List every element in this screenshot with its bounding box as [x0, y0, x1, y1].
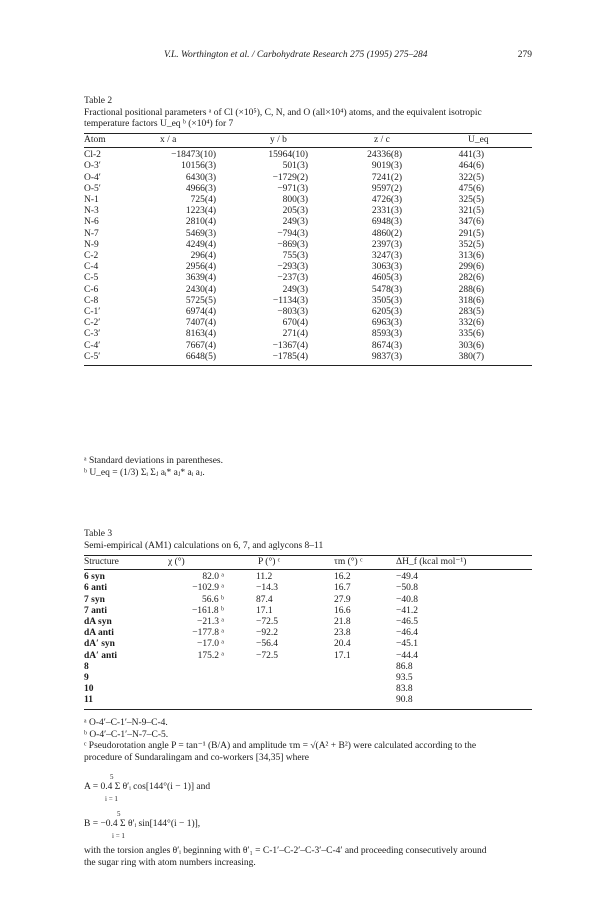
table3-footnote-b: ᵇ O-4′–C-1′–N-7–C-5.	[84, 729, 169, 740]
table2-cell: 24336(8)	[367, 150, 402, 161]
table2-cell: −293(3)	[277, 262, 308, 273]
table3-row	[84, 695, 532, 709]
table3-row	[84, 639, 532, 650]
table2-row	[84, 240, 532, 251]
table2-cell: −794(3)	[277, 228, 308, 239]
table3-footnote-c-line2: procedure of Sundaralingam and co-workers [34,35] where	[84, 752, 310, 763]
table3-label: Table 3	[84, 529, 113, 539]
table3-cell: 27.9	[334, 594, 351, 605]
table2-cell: 347(6)	[458, 217, 484, 228]
table2-cell: 8593(3)	[371, 329, 402, 340]
running-title: V.L. Worthington et al. / Carbohydrate Research 275 (1995) 275–284	[164, 50, 428, 60]
table2-cell: 313(6)	[458, 251, 484, 262]
table2-row	[84, 195, 532, 206]
table3-cell: −49.4	[396, 572, 418, 583]
table3-cell: 17.1	[334, 650, 351, 661]
table2-cell: 6205(3)	[371, 307, 402, 318]
table2-cell: 3063(3)	[371, 262, 402, 273]
table3-row	[84, 583, 532, 594]
table2-footnote-b: ᵇ U_eq = (1/3) Σᵢ Σⱼ aᵢ* aⱼ* aᵢ aⱼ.	[84, 467, 205, 478]
table2-cell: 6974(4)	[185, 307, 216, 318]
table2-row	[84, 273, 532, 284]
table2-caption-line1: Fractional positional parameters ᵃ of Cl (×10⁵), C, N, and O (all×10⁴) atoms, and the equivalent isotropic	[84, 107, 482, 118]
table2-cell: 2956(4)	[185, 262, 216, 273]
table2-cell: 299(6)	[458, 262, 484, 273]
table3-cell: 20.4	[334, 639, 351, 650]
table2-cell: 4966(3)	[185, 183, 216, 194]
table3-cell: 90.8	[390, 695, 532, 709]
table3-header-row	[84, 556, 532, 570]
table2-cell: 335(6)	[458, 329, 484, 340]
table2-cell: N-7	[84, 228, 99, 239]
table2-cell: 725(4)	[190, 195, 216, 206]
table3-cell: 11.2	[256, 572, 273, 583]
table3	[84, 555, 532, 710]
table2-cell: 5469(3)	[185, 228, 216, 239]
table2-cell: 3639(4)	[185, 273, 216, 284]
table2-cell: C-5	[84, 273, 99, 284]
table2-cell: 6948(3)	[371, 217, 402, 228]
table2-cell: C-4′	[84, 340, 101, 351]
table3-cell: dA syn	[84, 617, 112, 628]
table3-cell: −14.3	[256, 583, 278, 594]
table2-cell: 7241(2)	[371, 172, 402, 183]
table3-row	[84, 662, 532, 673]
table3-cell: −17.0 ᵃ	[197, 639, 224, 650]
table2-cell: 7667(4)	[185, 340, 216, 351]
table2-cell: 6648(5)	[148, 352, 238, 366]
table3-row	[84, 628, 532, 639]
table2-cell: 380(7)	[432, 352, 532, 366]
table3-cell: 86.8	[396, 661, 413, 672]
table2-footnote-a: ᵃ Standard deviations in parentheses.	[84, 456, 223, 466]
table3-cell: dA′ syn	[84, 639, 115, 650]
table2-cell: 249(3)	[282, 217, 308, 228]
table2-cell: 303(6)	[458, 340, 484, 351]
table3-caption-text: Semi-empirical (AM1) calculations on 6, 7, and aglycons 8–11	[84, 540, 324, 551]
table2-cell: 6963(3)	[371, 318, 402, 329]
table2-col-x: x / a	[148, 134, 238, 148]
table2-row	[84, 352, 532, 366]
table2-caption	[84, 96, 532, 131]
table3-cell: −72.5	[256, 617, 278, 628]
table3-footnotes	[84, 718, 532, 764]
eq-a-upper-limit: 5	[110, 773, 114, 781]
table3-cell: 10	[84, 684, 94, 695]
table2-caption-line2: temperature factors U_eq ᵇ (×10⁴) for 7	[84, 119, 234, 129]
table2-cell: −1785(4)	[238, 352, 340, 366]
table2-label: Table 2	[84, 96, 113, 106]
table3-col-dhf: ΔH_f (kcal mol⁻¹)	[390, 556, 532, 570]
table2-cell: C-6	[84, 284, 99, 295]
table2-cell: Cl-2	[84, 150, 101, 161]
table2-cell: C-2′	[84, 318, 101, 329]
table2-cell: 464(6)	[458, 161, 484, 172]
table2-cell: 282(6)	[458, 273, 484, 284]
table3-cell: 11	[84, 695, 168, 709]
table2-row	[84, 161, 532, 172]
table2-cell: −18473(10)	[171, 150, 216, 161]
table2-col-atom: Atom	[84, 134, 148, 148]
table2-cell: 3247(3)	[371, 251, 402, 262]
table3-col-structure: Structure	[84, 556, 168, 570]
table2-cell: 6430(3)	[185, 172, 216, 183]
table2-cell: 2331(3)	[371, 206, 402, 217]
table3-cell: −21.3 ᵃ	[197, 617, 224, 628]
table2-cell: C-8	[84, 295, 99, 306]
table2-cell: 5478(3)	[371, 284, 402, 295]
table3-cell: −161.8 ᵇ	[191, 605, 224, 616]
table2-cell: N-6	[84, 217, 99, 228]
closing-line2: the sugar ring with atom numbers increasing.	[84, 857, 256, 868]
table2-cell: 321(5)	[458, 206, 484, 217]
table3-cell: −40.8	[396, 594, 418, 605]
table2-cell: 4605(3)	[371, 273, 402, 284]
table2-cell: 4726(3)	[371, 195, 402, 206]
table3-cell: −102.9 ᵃ	[192, 583, 224, 594]
table2-cell: C-1′	[84, 307, 101, 318]
table2	[84, 133, 532, 366]
table3-col-p: P (°) ᶜ	[232, 556, 320, 570]
table2-cell: 501(3)	[282, 161, 308, 172]
table2-cell: 755(3)	[282, 251, 308, 262]
table3-cell: −41.2	[396, 605, 418, 616]
table2-row	[84, 296, 532, 307]
table2-header-row	[84, 134, 532, 148]
table2-row	[84, 229, 532, 240]
table3-cell: 9	[84, 673, 89, 684]
closing-line1: with the torsion angles θ′ᵢ beginning with θ′₁ = C-1′–C-2′–C-3′–C-4′ and proceeding consecutively around	[84, 846, 487, 856]
table2-cell: 7407(4)	[185, 318, 216, 329]
table2-col-z: z / c	[340, 134, 432, 148]
table2-cell: 322(5)	[458, 172, 484, 183]
table2-cell: 4249(4)	[185, 239, 216, 250]
table3-cell	[232, 662, 320, 673]
table3-row	[84, 684, 532, 695]
table2-cell: −869(3)	[277, 239, 308, 250]
table3-cell: dA anti	[84, 628, 114, 639]
table3-cell	[168, 695, 232, 709]
table2-row	[84, 251, 532, 262]
table3-cell: 16.2	[334, 572, 351, 583]
table3-row	[84, 606, 532, 617]
equation-a: A = 0.4 Σ θ′ᵢ cos[144°(i − 1)] and	[84, 782, 211, 792]
table3-cell: −177.8 ᵃ	[192, 628, 224, 639]
table3-row	[84, 570, 532, 584]
table2-cell: 288(6)	[458, 284, 484, 295]
eq-a-lower-limit: i = 1	[105, 795, 118, 803]
table3-cell: 17.1	[256, 605, 273, 616]
table2-cell: 670(4)	[282, 318, 308, 329]
table2-cell: 205(3)	[282, 206, 308, 217]
table3-cell	[232, 684, 320, 695]
table2-cell: 441(3)	[458, 150, 484, 161]
table3-cell: 82.0 ᵃ	[202, 572, 224, 583]
table3-cell	[232, 673, 320, 684]
table2-row	[84, 217, 532, 228]
table3-cell: −45.1	[396, 639, 418, 650]
table2-cell: 4860(2)	[371, 228, 402, 239]
table2-col-ueq: U_eq	[432, 134, 532, 148]
table2-cell: C-5′	[84, 352, 148, 366]
table2-cell: −1729(2)	[272, 172, 308, 183]
table3-caption	[84, 529, 532, 552]
table2-cell: 2430(4)	[185, 284, 216, 295]
table3-row	[84, 595, 532, 606]
table3-cell	[168, 673, 232, 684]
table3-row	[84, 617, 532, 628]
table2-cell: 296(4)	[190, 251, 216, 262]
table2-cell: 475(6)	[458, 183, 484, 194]
table3-cell: 21.8	[334, 617, 351, 628]
table2-cell: 800(3)	[282, 195, 308, 206]
table2-cell: 352(5)	[458, 239, 484, 250]
table2-cell: 325(5)	[458, 195, 484, 206]
table2-cell: 8674(3)	[371, 340, 402, 351]
table3-cell: 93.5	[396, 673, 413, 684]
table3-cell: dA′ anti	[84, 650, 118, 661]
table3-cell: 87.4	[256, 594, 273, 605]
table3-cell	[320, 662, 390, 673]
table3-cell: −72.5	[256, 650, 278, 661]
table3-cell: 175.2 ᵃ	[197, 650, 224, 661]
table2-cell: N-3	[84, 206, 99, 217]
table2-row	[84, 318, 532, 329]
table2-cell: C-3′	[84, 329, 101, 340]
table2-cell: −1134(3)	[272, 295, 308, 306]
table3-cell	[320, 684, 390, 695]
table3-cell: −50.8	[396, 583, 418, 594]
page-number: 279	[517, 50, 532, 60]
table2-cell: O-4′	[84, 172, 101, 183]
table2-cell: −237(3)	[277, 273, 308, 284]
table3-cell	[320, 673, 390, 684]
table3-cell: −92.2	[256, 628, 278, 639]
table2-cell: O-3′	[84, 161, 101, 172]
table3-cell: 7 syn	[84, 594, 105, 605]
table2-col-y: y / b	[238, 134, 340, 148]
table3-cell: 56.6 ᵇ	[202, 594, 224, 605]
table3-cell: 16.7	[334, 583, 351, 594]
table2-cell: 9597(2)	[371, 183, 402, 194]
table2-cell: 8163(4)	[185, 329, 216, 340]
table2-cell: 9019(3)	[371, 161, 402, 172]
table3-cell: 16.6	[334, 605, 351, 616]
table3-cell	[168, 662, 232, 673]
table2-cell: 3505(3)	[371, 295, 402, 306]
table2-footnotes	[84, 456, 532, 479]
table3-footnote-a: ᵃ O-4′–C-1′–N-9–C-4.	[84, 718, 168, 728]
table2-cell: 249(3)	[282, 284, 308, 295]
table3-cell: 6 anti	[84, 583, 107, 594]
table2-cell: 271(4)	[282, 329, 308, 340]
table2-row	[84, 329, 532, 340]
table2-row	[84, 173, 532, 184]
table2-row	[84, 341, 532, 352]
table2-cell: 1223(4)	[185, 206, 216, 217]
table2-cell: 318(6)	[458, 295, 484, 306]
table2-cell: O-5′	[84, 183, 101, 194]
table2-row	[84, 262, 532, 273]
table3-cell: 6 syn	[84, 572, 105, 583]
table2-cell: 10156(3)	[181, 161, 216, 172]
table2-cell: N-9	[84, 239, 99, 250]
table2-cell: 9837(3)	[340, 352, 432, 366]
table2-row	[84, 148, 532, 162]
table3-cell: −46.5	[396, 617, 418, 628]
table3-cell	[320, 695, 390, 709]
table3-col-chi: χ (°)	[168, 556, 232, 570]
table3-cell	[168, 684, 232, 695]
table3-cell: 8	[84, 661, 89, 672]
table2-cell: C-4	[84, 262, 99, 273]
table3-cell: −56.4	[256, 639, 278, 650]
table2-row	[84, 307, 532, 318]
eq-b-upper-limit: 5	[117, 810, 121, 818]
equation-b: B = −0.4 Σ θ′ᵢ sin[144°(i − 1)],	[84, 819, 201, 829]
table2-cell: N-1	[84, 195, 99, 206]
eq-b-lower-limit: i = 1	[112, 832, 125, 840]
table2-cell: −1367(4)	[272, 340, 308, 351]
table2-row	[84, 206, 532, 217]
table3-cell	[232, 695, 320, 709]
table2-cell: 283(5)	[458, 307, 484, 318]
table2-cell: 15964(10)	[268, 150, 308, 161]
table3-cell: 7 anti	[84, 605, 107, 616]
table3-cell: 23.8	[334, 628, 351, 639]
table2-cell: −971(3)	[277, 183, 308, 194]
table2-cell: −803(3)	[277, 307, 308, 318]
table2-cell: 291(5)	[458, 228, 484, 239]
table2-cell: 2810(4)	[185, 217, 216, 228]
table3-footnote-c-line1: ᶜ Pseudorotation angle P = tan⁻¹ (B/A) and amplitude τm = √(A² + B²) were calculated according to the	[84, 741, 477, 751]
table3-row	[84, 651, 532, 662]
table2-cell: 2397(3)	[371, 239, 402, 250]
table2-row	[84, 285, 532, 296]
table3-cell: −46.4	[396, 628, 418, 639]
table3-col-tau: τm (°) ᶜ	[320, 556, 390, 570]
table2-cell: 332(6)	[458, 318, 484, 329]
closing-text	[84, 846, 532, 869]
table3-row	[84, 673, 532, 684]
table2-cell: C-2	[84, 251, 99, 262]
table3-cell: 83.8	[396, 684, 413, 695]
table2-row	[84, 184, 532, 195]
table2-cell: 5725(5)	[185, 295, 216, 306]
table3-cell: −44.4	[396, 650, 418, 661]
